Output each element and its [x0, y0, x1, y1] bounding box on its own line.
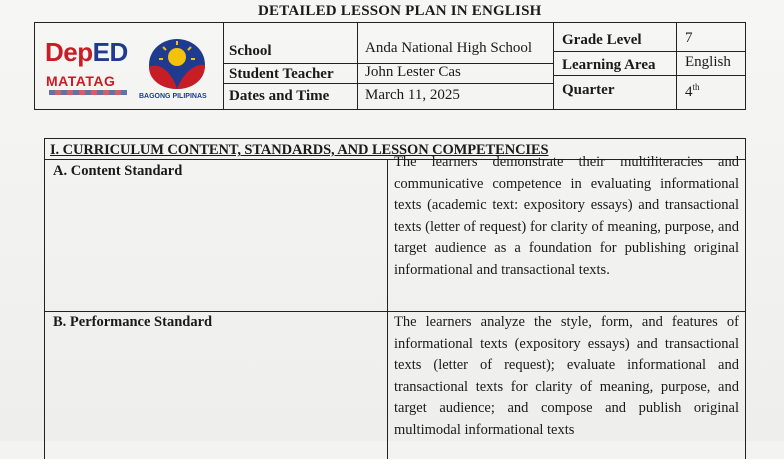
divider — [553, 23, 554, 109]
document-title: DETAILED LESSON PLAN IN ENGLISH — [258, 3, 542, 19]
student-teacher-label: Student Teacher — [229, 66, 334, 82]
student-teacher-value: John Lester Cas — [365, 64, 461, 80]
grade-level-label: Grade Level — [562, 32, 642, 48]
divider — [553, 75, 745, 76]
content-standard-label: A. Content Standard — [53, 163, 183, 179]
quarter-value: 4th — [685, 82, 700, 100]
logo-area — [35, 23, 224, 109]
learning-area-label: Learning Area — [562, 57, 656, 73]
matatag-underline — [49, 90, 127, 95]
matatag-logo: MATATAG — [46, 73, 116, 89]
lesson-plan-header — [34, 22, 746, 110]
school-value: Anda National High School — [365, 40, 533, 56]
dates-time-value: March 11, 2025 — [365, 87, 460, 103]
quarter-label: Quarter — [562, 82, 615, 98]
grade-level-value: 7 — [685, 30, 693, 46]
curriculum-table — [44, 138, 746, 459]
divider — [357, 23, 358, 109]
bagong-pilipinas-logo — [143, 35, 211, 95]
performance-standard-text: The learners analyze the style, form, and features of informational texts (expository essays) and transactional texts (letter of request); evaluate informational and transactional texts for clarity of meaning, purpose, and target audience; and compose and publish original multimodal informational texts — [394, 314, 739, 438]
deped-logo: DepED — [45, 37, 128, 67]
bagong-pilipinas-text: BAGONG PILIPINAS — [139, 93, 207, 100]
performance-standard-label: B. Performance Standard — [53, 314, 213, 330]
divider — [676, 23, 677, 109]
divider — [387, 159, 388, 459]
dates-time-label: Dates and Time — [229, 88, 330, 104]
section-title: I. CURRICULUM CONTENT, STANDARDS, AND LESSON COMPETENCIES — [50, 142, 549, 158]
learning-area-value: English — [685, 54, 731, 70]
content-standard-text: The learners demonstrate their multiliteracies and communicative competence in evaluating informational texts (academic text: expository essays) and transactional texts (letter of request) for clarity of meaning, purpose, and target audience as a foundation for publishing original informational and transactional texts. — [394, 154, 739, 278]
school-label: School — [229, 43, 272, 59]
